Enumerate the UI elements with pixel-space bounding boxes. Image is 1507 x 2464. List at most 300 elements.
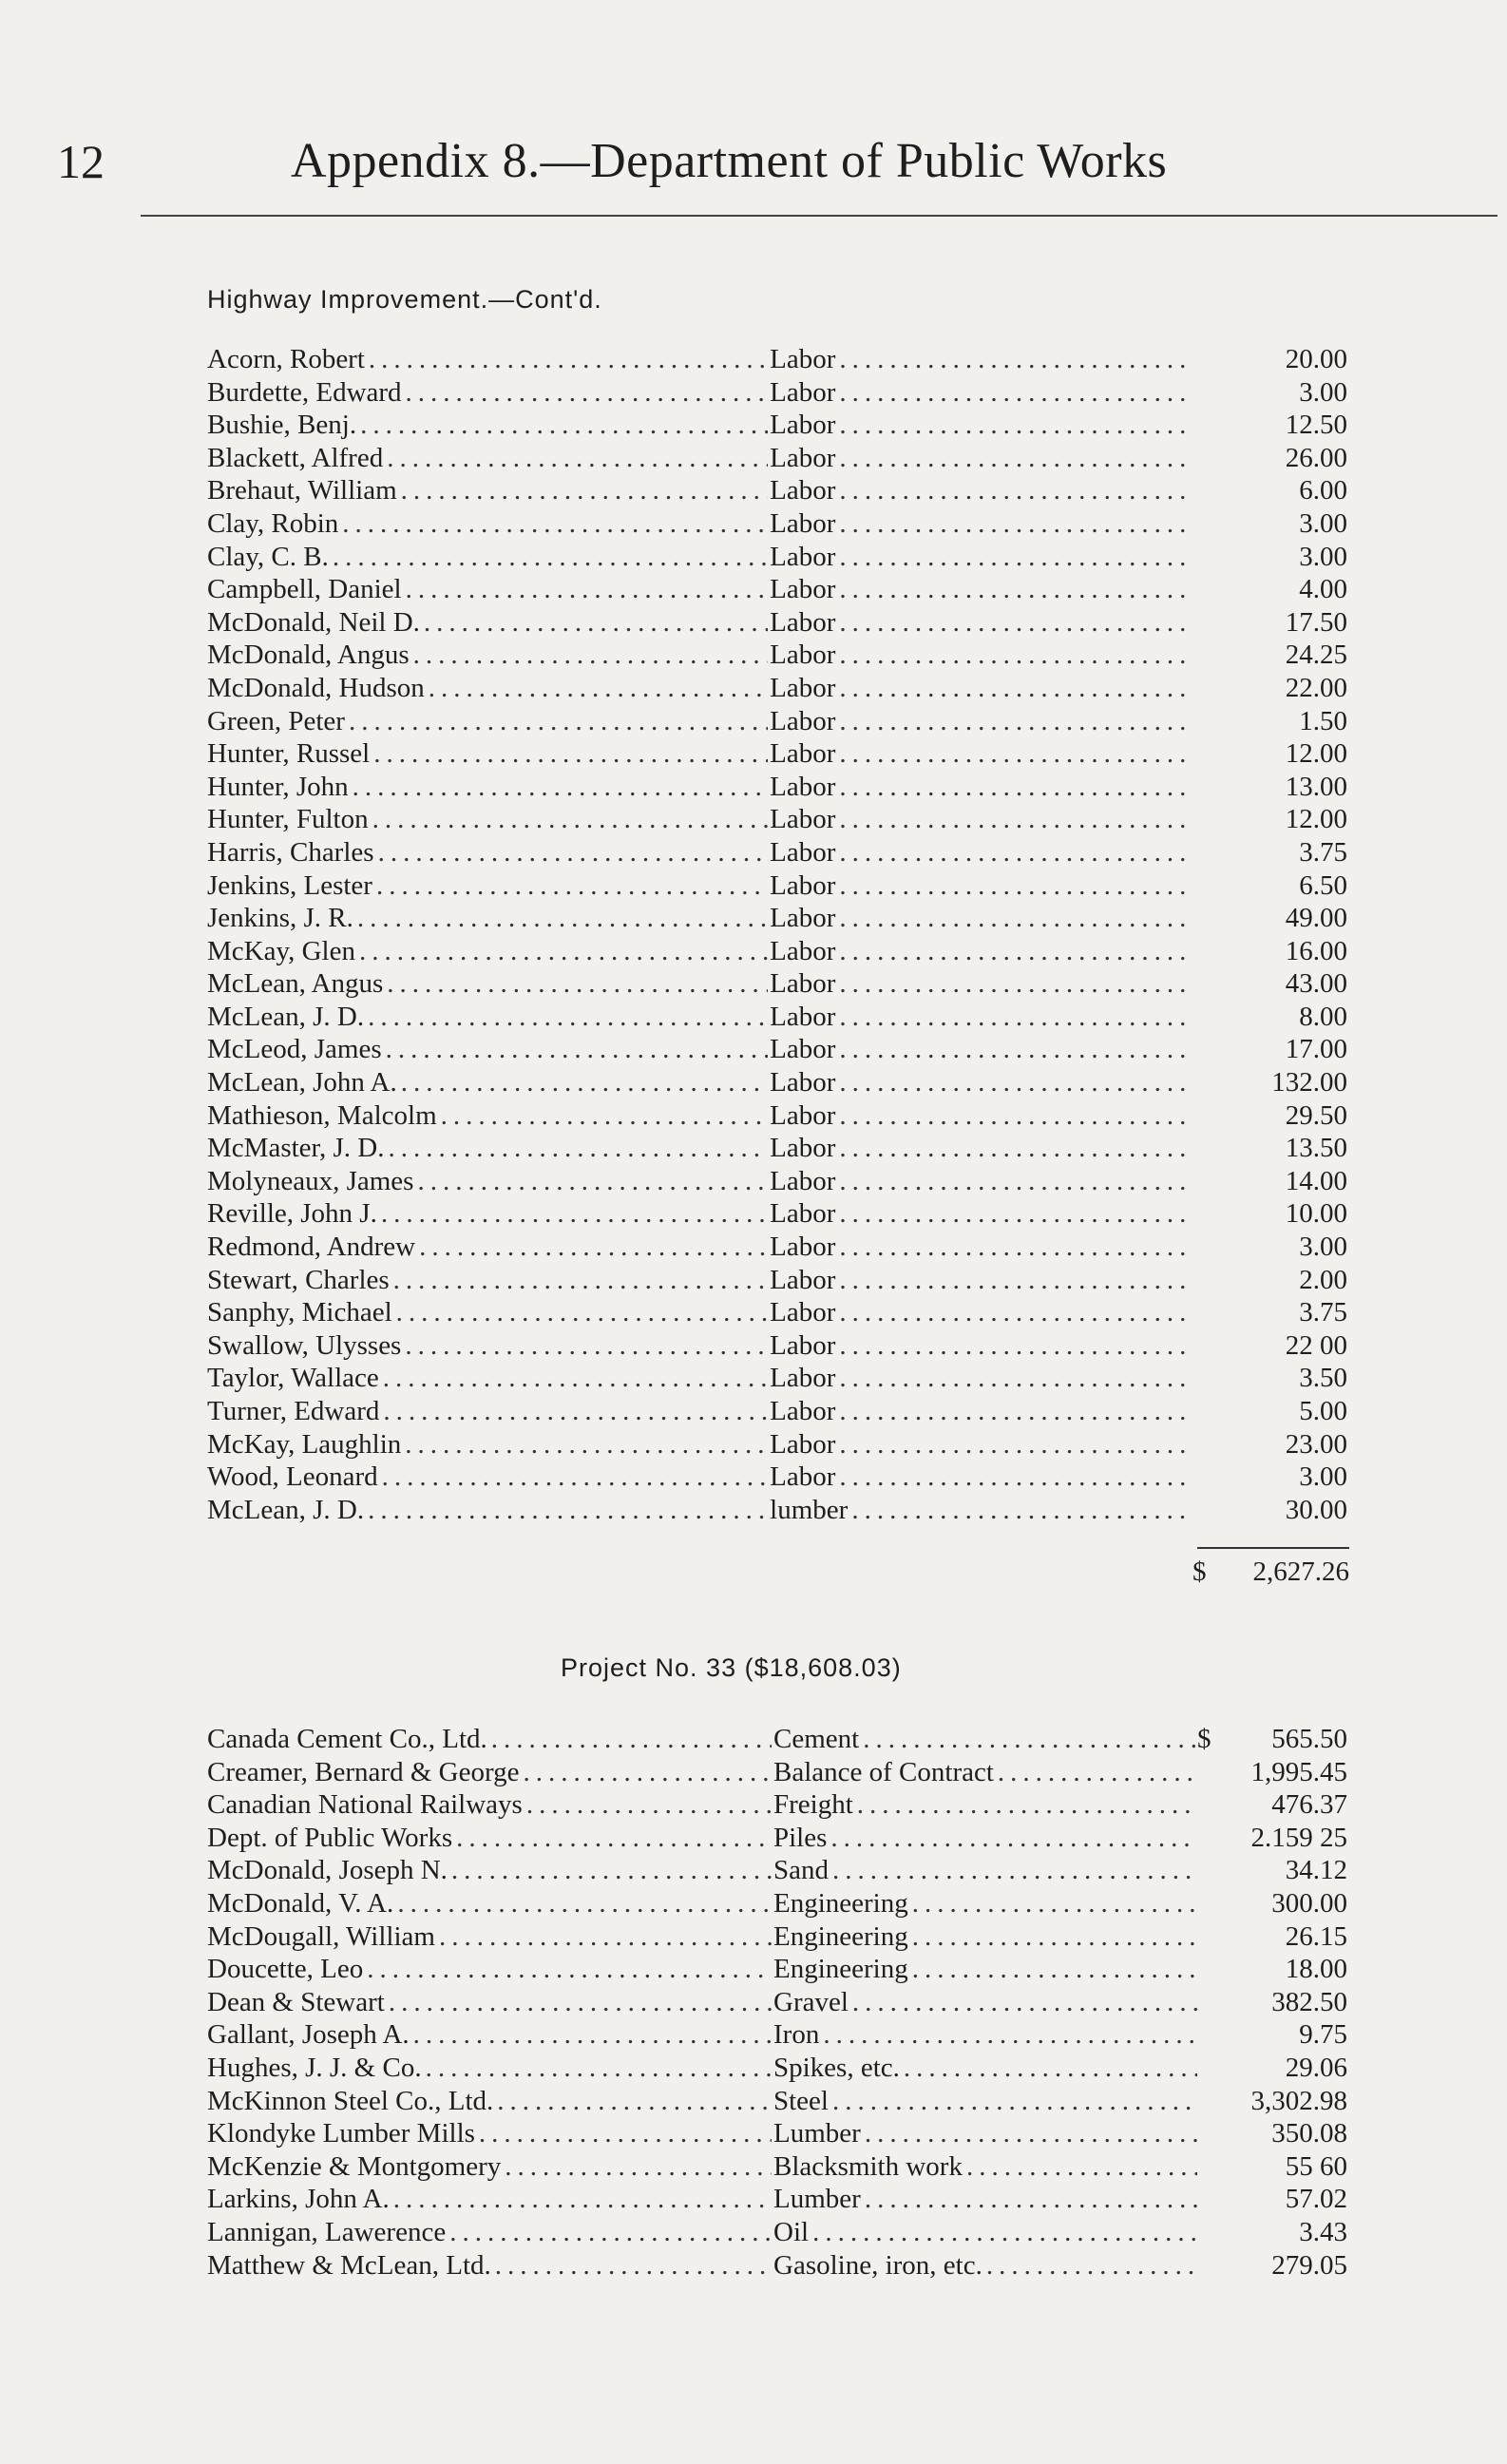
- leader-dots: [835, 804, 1190, 835]
- expense-item: Labor: [770, 410, 836, 441]
- leader-dots: [487, 1724, 772, 1755]
- expense-item: Labor: [770, 1396, 836, 1426]
- expense-item: Sand: [773, 1855, 829, 1886]
- expense-item: Gasoline, iron, etc.: [773, 2249, 982, 2281]
- expense-item: Labor: [770, 1329, 836, 1361]
- leader-dots: [835, 377, 1190, 409]
- amount: 43.00: [1285, 968, 1347, 1000]
- ledger-row: [207, 344, 1347, 377]
- amount: 382.50: [1271, 1986, 1347, 2017]
- ledger-row: [207, 640, 1347, 673]
- leader-dots: [383, 968, 768, 1000]
- expense-item: Labor: [770, 1067, 836, 1098]
- leader-dots: [415, 1232, 768, 1263]
- ledger-row: [207, 1002, 1347, 1035]
- expense-item: Engineering: [773, 1887, 908, 1919]
- amount: 26.15: [1285, 1920, 1347, 1952]
- leader-dots: [835, 772, 1190, 803]
- leader-dots: [835, 1429, 1190, 1461]
- leader-dots: [385, 1987, 772, 2018]
- amount: 5.00: [1299, 1396, 1347, 1426]
- amount: 8.00: [1299, 1001, 1347, 1032]
- leader-dots: [397, 475, 769, 506]
- leader-dots: [908, 1921, 1197, 1953]
- leader-dots: [437, 1100, 769, 1132]
- ledger-row: [207, 936, 1347, 969]
- amount: 2.159 25: [1250, 1822, 1347, 1853]
- amount: 17.50: [1285, 606, 1347, 638]
- expense-item: Labor: [770, 442, 836, 473]
- leader-dots: [425, 673, 768, 704]
- leader-dots: [491, 2250, 772, 2282]
- leader-dots: [835, 837, 1190, 869]
- leader-dots: [390, 1265, 768, 1296]
- leader-dots: [835, 640, 1190, 671]
- payee-name: McDonald, Angus: [207, 640, 410, 671]
- leader-dots: [393, 1888, 772, 1920]
- amount: 1,995.45: [1250, 1756, 1347, 1787]
- expense-item: Labor: [770, 1198, 836, 1230]
- leader-dots: [355, 936, 768, 967]
- amount: 12.00: [1285, 804, 1347, 835]
- payee-name: McKay, Laughlin: [207, 1428, 402, 1460]
- payee-name: Campbell, Daniel: [207, 574, 402, 605]
- leader-dots: [835, 1461, 1190, 1493]
- payee-name: McLean, J. D.: [207, 1001, 365, 1032]
- ledger-row: [207, 706, 1347, 739]
- ledger-row: [207, 542, 1347, 575]
- ledger-row: [207, 673, 1347, 706]
- ledger-row: [207, 1265, 1347, 1298]
- leader-dots: [835, 706, 1190, 737]
- payee-name: McDougall, William: [207, 1920, 435, 1952]
- expense-item: Labor: [770, 1297, 836, 1328]
- amount: 13.50: [1285, 1133, 1347, 1164]
- expense-item: Labor: [770, 1001, 836, 1032]
- leader-dots: [835, 574, 1190, 605]
- amount: 10.00: [1285, 1198, 1347, 1230]
- ledger-row: [207, 1495, 1347, 1528]
- leader-dots: [900, 2053, 1197, 2084]
- expense-item: Balance of Contract: [773, 1756, 994, 1787]
- payee-name: Hunter, Russel: [207, 738, 371, 770]
- leader-dots: [370, 738, 768, 770]
- amount: 3.00: [1299, 1232, 1347, 1263]
- header-rule: [141, 215, 1497, 217]
- amount: 3.00: [1299, 376, 1347, 408]
- leader-dots: [835, 1330, 1190, 1362]
- leader-dots: [501, 2151, 772, 2183]
- leader-dots: [835, 1232, 1190, 1263]
- payee-name: Klondyke Lumber Mills: [207, 2118, 475, 2149]
- leader-dots: [835, 508, 1190, 540]
- ledger-row: [207, 837, 1347, 870]
- amount: 14.00: [1285, 1165, 1347, 1196]
- ledger-row: [207, 1133, 1347, 1166]
- leader-dots: [519, 1757, 772, 1788]
- leader-dots: [835, 673, 1190, 704]
- expense-item: Labor: [770, 507, 836, 539]
- leader-dots: [383, 443, 768, 474]
- ledger-row: [207, 1921, 1347, 1955]
- amount: 13.00: [1285, 771, 1347, 802]
- leader-dots: [410, 2019, 772, 2051]
- expense-item: Labor: [770, 935, 836, 966]
- expense-item: Labor: [770, 968, 836, 1000]
- leader-dots: [835, 1100, 1190, 1132]
- amount: 4.00: [1299, 574, 1347, 605]
- leader-dots: [835, 443, 1190, 474]
- leader-dots: [835, 1363, 1190, 1394]
- amount: 30.00: [1285, 1494, 1347, 1525]
- payee-name: McDonald, V. A.: [207, 1887, 394, 1919]
- amount: 3.00: [1299, 541, 1347, 572]
- leader-dots: [349, 772, 769, 803]
- ledger-row: [207, 574, 1347, 607]
- ledger-row: [207, 1034, 1347, 1067]
- ledger-row: [207, 870, 1347, 904]
- expense-item: Labor: [770, 804, 836, 835]
- ledger-row: [207, 2053, 1347, 2086]
- leader-dots: [385, 1133, 769, 1164]
- expense-item: Labor: [770, 1428, 836, 1460]
- leader-dots: [963, 2151, 1197, 2183]
- amount: 2.00: [1299, 1264, 1347, 1295]
- ledger-row: [207, 377, 1347, 411]
- leader-dots: [390, 2184, 772, 2215]
- payee-name: Creamer, Bernard & George: [207, 1756, 520, 1787]
- payee-name: McLeod, James: [207, 1034, 382, 1065]
- leader-dots: [345, 706, 768, 737]
- amount: 3.75: [1299, 1297, 1347, 1328]
- payee-name: Taylor, Wallace: [207, 1363, 379, 1394]
- leader-dots: [829, 2086, 1197, 2117]
- expense-item: Labor: [770, 1165, 836, 1196]
- ledger-row: [207, 1855, 1347, 1888]
- amount: 55 60: [1285, 2150, 1347, 2182]
- ledger-row: [207, 1166, 1347, 1199]
- expense-item: Labor: [770, 869, 836, 901]
- leader-dots: [353, 903, 768, 934]
- payee-name: Jenkins, Lester: [207, 869, 372, 901]
- leader-dots: [493, 2086, 772, 2117]
- running-head: Appendix 8.—Department of Public Works: [291, 134, 1168, 188]
- leader-dots: [835, 1067, 1190, 1098]
- ledger-row: [207, 1724, 1347, 1757]
- highway-total: [1192, 1557, 1349, 1588]
- expense-item: Labor: [770, 672, 836, 703]
- leader-dots: [329, 542, 768, 573]
- amount: 26.00: [1285, 442, 1347, 473]
- expense-item: Gravel: [773, 1986, 849, 2017]
- leader-dots: [365, 344, 768, 375]
- leader-dots: [835, 738, 1190, 770]
- ledger-row: [207, 2217, 1347, 2250]
- amount: 20.00: [1285, 344, 1347, 374]
- leader-dots: [835, 968, 1190, 1000]
- leader-dots: [835, 344, 1190, 375]
- leader-dots: [819, 2019, 1197, 2051]
- payee-name: Green, Peter: [207, 705, 345, 736]
- expense-item: Labor: [770, 738, 836, 770]
- payee-name: Dept. of Public Works: [207, 1822, 453, 1853]
- payee-name: Wood, Leonard: [207, 1461, 378, 1493]
- ledger-row: [207, 1067, 1347, 1100]
- project-ledger: [207, 1724, 1347, 2283]
- leader-dots: [853, 1789, 1197, 1821]
- expense-item: lumber: [770, 1494, 849, 1525]
- payee-name: Canada Cement Co., Ltd.: [207, 1724, 487, 1754]
- amount: 6.50: [1299, 869, 1347, 901]
- leader-dots: [835, 475, 1190, 506]
- amount: 6.00: [1299, 475, 1347, 506]
- currency-sign: $: [1197, 1724, 1211, 1754]
- leader-dots: [338, 508, 768, 540]
- payee-name: Larkins, John A.: [207, 2184, 390, 2215]
- payee-name: McDonald, Hudson: [207, 672, 425, 703]
- leader-dots: [382, 1034, 769, 1065]
- payee-name: Molyneaux, James: [207, 1165, 414, 1196]
- amount: 3.75: [1299, 836, 1347, 868]
- amount: 132.00: [1271, 1067, 1347, 1098]
- leader-dots: [364, 1002, 768, 1033]
- leader-dots: [861, 2118, 1197, 2149]
- leader-dots: [446, 2217, 772, 2248]
- leader-dots: [835, 1297, 1190, 1328]
- ledger-row: [207, 1461, 1347, 1495]
- expense-item: Blacksmith work: [773, 2150, 963, 2182]
- amount: 24.25: [1285, 640, 1347, 671]
- ledger-row: [207, 1363, 1347, 1396]
- amount: 29.50: [1285, 1099, 1347, 1131]
- amount: 3.00: [1299, 1461, 1347, 1493]
- leader-dots: [410, 640, 768, 671]
- ledger-row: [207, 443, 1347, 476]
- payee-name: Lannigan, Lawerence: [207, 2216, 447, 2247]
- payee-name: Turner, Edward: [207, 1396, 380, 1426]
- payee-name: Matthew & McLean, Ltd.: [207, 2249, 491, 2281]
- ledger-row: [207, 2118, 1347, 2151]
- expense-item: Labor: [770, 836, 836, 868]
- payee-name: Hunter, Fulton: [207, 804, 369, 835]
- ledger-row: [207, 475, 1347, 508]
- payee-name: Hunter, John: [207, 771, 349, 802]
- expense-item: Labor: [770, 1363, 836, 1394]
- leader-dots: [401, 1330, 768, 1362]
- ledger-row: [207, 1888, 1347, 1921]
- payee-name: Dean & Stewart: [207, 1986, 385, 2017]
- leader-dots: [908, 1954, 1197, 1985]
- leader-dots: [374, 837, 769, 869]
- amount: 300.00: [1271, 1887, 1347, 1919]
- leader-dots: [363, 1954, 772, 1985]
- leader-dots: [835, 1396, 1190, 1427]
- leader-dots: [861, 2184, 1197, 2215]
- amount: 1.50: [1299, 705, 1347, 736]
- expense-item: Lumber: [773, 2118, 861, 2149]
- leader-dots: [392, 1297, 769, 1328]
- leader-dots: [452, 1823, 772, 1854]
- payee-name: Gallant, Joseph A.: [207, 2019, 410, 2051]
- expense-item: Labor: [770, 376, 836, 408]
- amount: 3.50: [1299, 1363, 1347, 1394]
- expense-item: Iron: [773, 2019, 820, 2051]
- payee-name: Reville, John J.: [207, 1198, 377, 1230]
- payee-name: Doucette, Leo: [207, 1954, 364, 1985]
- ledger-row: [207, 2184, 1347, 2217]
- leader-dots: [835, 1198, 1190, 1230]
- expense-item: Labor: [770, 541, 836, 572]
- leader-dots: [369, 804, 769, 835]
- leader-dots: [835, 607, 1190, 639]
- leader-dots: [835, 1034, 1190, 1065]
- amount: 476.37: [1271, 1789, 1347, 1821]
- payee-name: Hughes, J. J. & Co.: [207, 2052, 422, 2083]
- amount: 3.43: [1299, 2216, 1347, 2247]
- leader-dots: [849, 1987, 1197, 2018]
- ledger-row: [207, 1987, 1347, 2020]
- amount: 16.00: [1285, 935, 1347, 966]
- amount: 18.00: [1285, 1954, 1347, 1985]
- total-currency: $: [1192, 1557, 1207, 1587]
- ledger-row: [207, 1823, 1347, 1856]
- highway-ledger: [207, 344, 1347, 1527]
- leader-dots: [835, 936, 1190, 967]
- leader-dots: [835, 870, 1190, 902]
- leader-dots: [835, 1002, 1190, 1033]
- expense-item: Spikes, etc.: [773, 2052, 900, 2083]
- ledger-row: [207, 1297, 1347, 1330]
- leader-dots: [523, 1789, 772, 1821]
- expense-item: Labor: [770, 903, 836, 934]
- ledger-row: [207, 903, 1347, 936]
- payee-name: Brehaut, William: [207, 475, 397, 506]
- ledger-row: [207, 1954, 1347, 1987]
- amount: 49.00: [1285, 903, 1347, 934]
- payee-name: McDonald, Joseph N.: [207, 1855, 448, 1886]
- amount: 29.06: [1285, 2052, 1347, 2083]
- leader-dots: [379, 1363, 768, 1394]
- amount: 279.05: [1271, 2249, 1347, 2281]
- payee-name: McDonald, Neil D.: [207, 606, 420, 638]
- ledger-row: [207, 1396, 1347, 1429]
- expense-item: Labor: [770, 640, 836, 671]
- payee-name: Mathieson, Malcolm: [207, 1099, 437, 1131]
- total-rule: [1197, 1547, 1349, 1549]
- ledger-row: [207, 1330, 1347, 1364]
- amount: 3.00: [1299, 507, 1347, 539]
- leader-dots: [982, 2250, 1197, 2282]
- payee-name: Blackett, Alfred: [207, 442, 384, 473]
- amount: 350.08: [1271, 2118, 1347, 2149]
- expense-item: Labor: [770, 705, 836, 736]
- project-heading: Project No. 33 ($18,608.03): [561, 1653, 902, 1682]
- expense-item: Labor: [770, 344, 836, 374]
- leader-dots: [401, 1429, 768, 1461]
- ledger-row: [207, 1232, 1347, 1265]
- payee-name: Canadian National Railways: [207, 1789, 523, 1821]
- payee-name: Harris, Charles: [207, 836, 374, 868]
- payee-name: McKinnon Steel Co., Ltd.: [207, 2085, 494, 2116]
- leader-dots: [422, 2053, 772, 2084]
- ledger-row: [207, 772, 1347, 805]
- leader-dots: [378, 1461, 768, 1493]
- payee-name: Stewart, Charles: [207, 1264, 390, 1295]
- leader-dots: [420, 607, 768, 639]
- leader-dots: [356, 410, 768, 441]
- amount: 9.75: [1299, 2019, 1347, 2051]
- leader-dots: [809, 2217, 1197, 2248]
- ledger-row: [207, 410, 1347, 443]
- payee-name: Clay, C. B.: [207, 541, 329, 572]
- ledger-row: [207, 1789, 1347, 1823]
- payee-name: Swallow, Ulysses: [207, 1329, 402, 1361]
- amount: 12.50: [1285, 410, 1347, 441]
- payee-name: McLean, John A.: [207, 1067, 397, 1098]
- expense-item: Labor: [770, 574, 836, 605]
- ledger-row: [207, 2019, 1347, 2053]
- leader-dots: [397, 1067, 768, 1098]
- ledger-row: [207, 508, 1347, 542]
- expense-item: Steel: [773, 2085, 829, 2116]
- ledger-row: [207, 2086, 1347, 2119]
- amount: 34.12: [1285, 1855, 1347, 1886]
- payee-name: Clay, Robin: [207, 507, 339, 539]
- leader-dots: [829, 1855, 1197, 1886]
- amount: 12.00: [1285, 738, 1347, 770]
- leader-dots: [827, 1823, 1197, 1854]
- expense-item: Labor: [770, 771, 836, 802]
- payee-name: Redmond, Andrew: [207, 1232, 416, 1263]
- ledger-row: [207, 607, 1347, 640]
- leader-dots: [364, 1495, 768, 1526]
- leader-dots: [835, 1265, 1190, 1296]
- leader-dots: [377, 1198, 768, 1230]
- leader-dots: [413, 1166, 768, 1197]
- payee-name: McLean, Angus: [207, 968, 384, 1000]
- leader-dots: [835, 542, 1190, 573]
- expense-item: Labor: [770, 1133, 836, 1164]
- leader-dots: [379, 1396, 768, 1427]
- amount: 565.50: [1271, 1724, 1347, 1754]
- ledger-row: [207, 738, 1347, 772]
- expense-item: Engineering: [773, 1954, 908, 1985]
- amount: 57.02: [1285, 2184, 1347, 2215]
- expense-item: Piles: [773, 1822, 828, 1853]
- payee-name: Acorn, Robert: [207, 344, 365, 374]
- leader-dots: [475, 2118, 772, 2149]
- leader-dots: [402, 574, 769, 605]
- leader-dots: [994, 1757, 1197, 1788]
- ledger-row: [207, 1100, 1347, 1134]
- expense-item: Cement: [773, 1724, 860, 1754]
- leader-dots: [835, 1133, 1190, 1164]
- payee-name: McLean, J. D.: [207, 1494, 365, 1525]
- expense-item: Oil: [773, 2216, 810, 2247]
- ledger-row: [207, 968, 1347, 1002]
- payee-name: Burdette, Edward: [207, 376, 402, 408]
- payee-name: Jenkins, J. R.: [207, 903, 353, 934]
- ledger-row: [207, 1757, 1347, 1790]
- expense-item: Labor: [770, 1232, 836, 1263]
- amount: 17.00: [1285, 1034, 1347, 1065]
- section-heading: Highway Improvement.—Cont'd.: [207, 285, 602, 314]
- expense-item: Labor: [770, 1461, 836, 1493]
- expense-item: Lumber: [773, 2184, 861, 2215]
- expense-item: Labor: [770, 1099, 836, 1131]
- leader-dots: [848, 1495, 1190, 1526]
- ledger-row: [207, 1198, 1347, 1232]
